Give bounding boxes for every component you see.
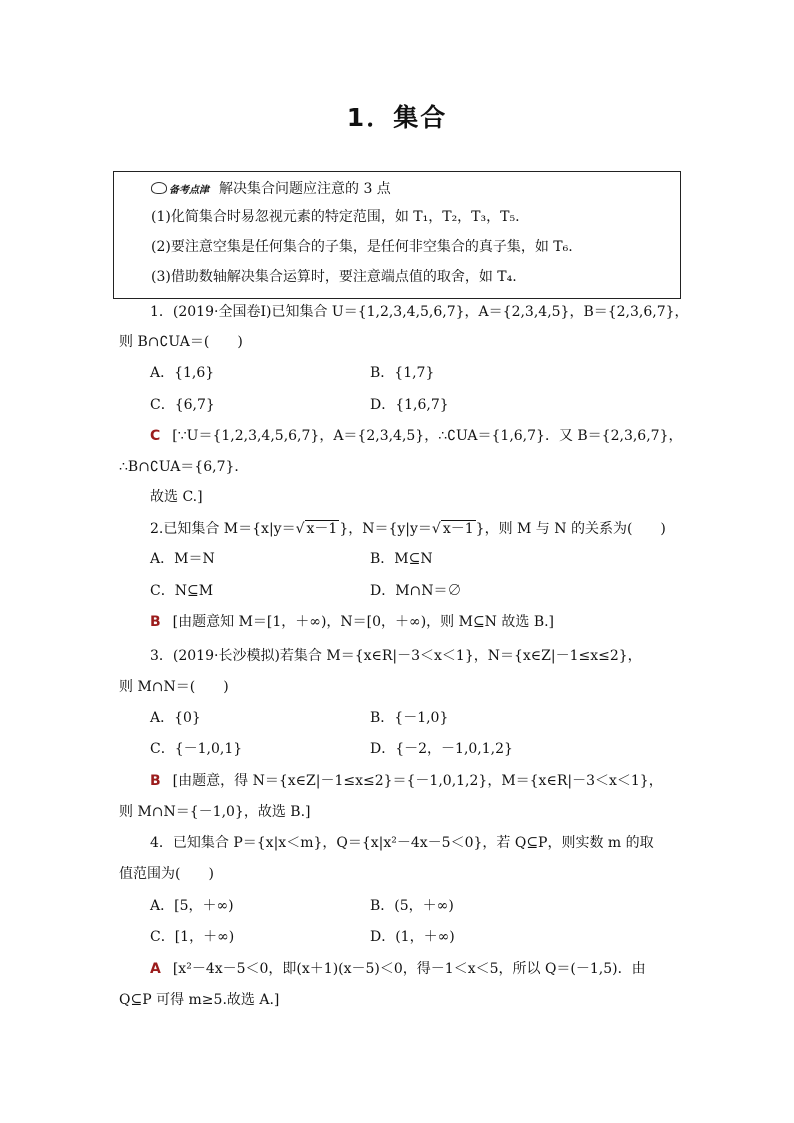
q3-option-c: C．{－1,0,1} <box>150 741 243 757</box>
q2-answer: B <box>150 614 161 630</box>
q2-option-a: A．M＝N <box>150 551 215 567</box>
q3-explanation-2: 则 M∩N＝{－1,0}，故选 B.] <box>119 804 311 820</box>
q3-stem-1: 3．(2019·长沙模拟)若集合 M＝{x∈R|－3＜x＜1}，N＝{x∈Z|－1≤x≤2}， <box>150 648 642 664</box>
q4-explanation-1 <box>150 958 646 980</box>
tip-line-3: (3)借助数轴解决集合运算时，要注意端点值的取舍，如 T₄. <box>151 269 517 285</box>
q1-stem-2: 则 B∩∁UA＝( ) <box>119 334 243 350</box>
tips-heading: 解决集合问题应注意的 3 点 <box>219 181 391 197</box>
q1-option-b: B．{1,7} <box>370 365 435 381</box>
q2-explanation <box>150 611 554 633</box>
q4-answer: A <box>150 961 161 977</box>
q2-option-d: D．M∩N＝∅ <box>370 583 462 599</box>
q3-option-d: D．{－2，－1,0,1,2} <box>370 741 513 757</box>
q2-stem <box>150 518 666 540</box>
tips-badge <box>151 180 209 202</box>
q2-stem-mid: }，N＝{y|y＝ <box>339 521 432 537</box>
q1-option-c: C．{6,7} <box>150 397 215 413</box>
tip-line-1: (1)化简集合时易忽视元素的特定范围，如 T₁，T₂，T₃，T₅. <box>151 209 520 225</box>
q4-explanation-2: Q⊆P 可得 m≥5.故选 A.] <box>119 992 280 1008</box>
q1-explanation-3: 故选 C.] <box>150 489 203 505</box>
q4-explanation-1-text: [x²－4x－5＜0，即(x＋1)(x－5)＜0，得－1＜x＜5，所以 Q＝(－1,5)．由 <box>172 961 646 977</box>
tips-heading-row <box>151 178 391 200</box>
q3-option-a: A．{0} <box>150 710 201 726</box>
tips-box <box>113 171 681 299</box>
q1-explanation-2: ∴B∩∁UA＝{6,7}． <box>119 459 249 475</box>
q1-option-d: D．{1,6,7} <box>370 397 449 413</box>
q2-stem-post: }，则 M 与 N 的关系为( ) <box>475 521 666 537</box>
q1-answer: C <box>150 428 161 444</box>
q2-explanation-text: [由题意知 M＝[1，＋∞)，N＝[0，＋∞)，则 M⊆N 故选 B.] <box>172 614 555 630</box>
q3-explanation-1-text: [由题意，得 N＝{x∈Z|－1≤x≤2}＝{－1,0,1,2}，M＝{x∈R|－3＜x＜1}， <box>172 773 663 789</box>
q1-explanation-1-text: [∵U＝{1,2,3,4,5,6,7}，A＝{2,3,4,5}，∴∁UA＝{1,6,7}．又 B＝{2,3,6,7}， <box>172 428 683 444</box>
q4-option-d: D．(1，＋∞) <box>370 929 455 945</box>
q4-option-c: C．[1，＋∞) <box>150 929 235 945</box>
q2-sqrt-1: x－1 <box>306 521 338 537</box>
sqrt-symbol: √ <box>431 521 441 537</box>
q3-explanation-1 <box>150 770 663 792</box>
sqrt-symbol: √ <box>295 521 305 537</box>
q4-stem-2: 值范围为( ) <box>119 866 214 882</box>
q3-stem-2: 则 M∩N＝( ) <box>119 679 229 695</box>
q1-explanation-1 <box>150 425 682 447</box>
q2-option-b: B．M⊆N <box>370 551 433 567</box>
page-title: 1．集合 <box>346 103 448 132</box>
q3-answer: B <box>150 773 161 789</box>
q4-stem-1: 4．已知集合 P＝{x|x＜m}，Q＝{x|x²－4x－5＜0}，若 Q⊆P，则实数 m 的取 <box>150 835 654 851</box>
q1-stem-1: 1．(2019·全国卷Ⅰ)已知集合 U＝{1,2,3,4,5,6,7}，A＝{2,3,4,5}，B＝{2,3,6,7}， <box>150 304 689 320</box>
tips-badge-label: 备考点津 <box>169 185 209 196</box>
tip-line-2: (2)要注意空集是任何集合的子集，是任何非空集合的真子集，如 T₆. <box>151 239 573 255</box>
book-icon <box>151 182 167 194</box>
q2-stem-pre: 2.已知集合 M＝{x|y＝ <box>150 521 296 537</box>
q4-option-b: B．(5，＋∞) <box>370 898 454 914</box>
q2-sqrt-2: x－1 <box>442 521 474 537</box>
q1-option-a: A．{1,6} <box>150 365 215 381</box>
q3-option-b: B．{－1,0} <box>370 710 449 726</box>
q2-option-c: C．N⊆M <box>150 583 214 599</box>
q4-option-a: A．[5，＋∞) <box>150 898 234 914</box>
